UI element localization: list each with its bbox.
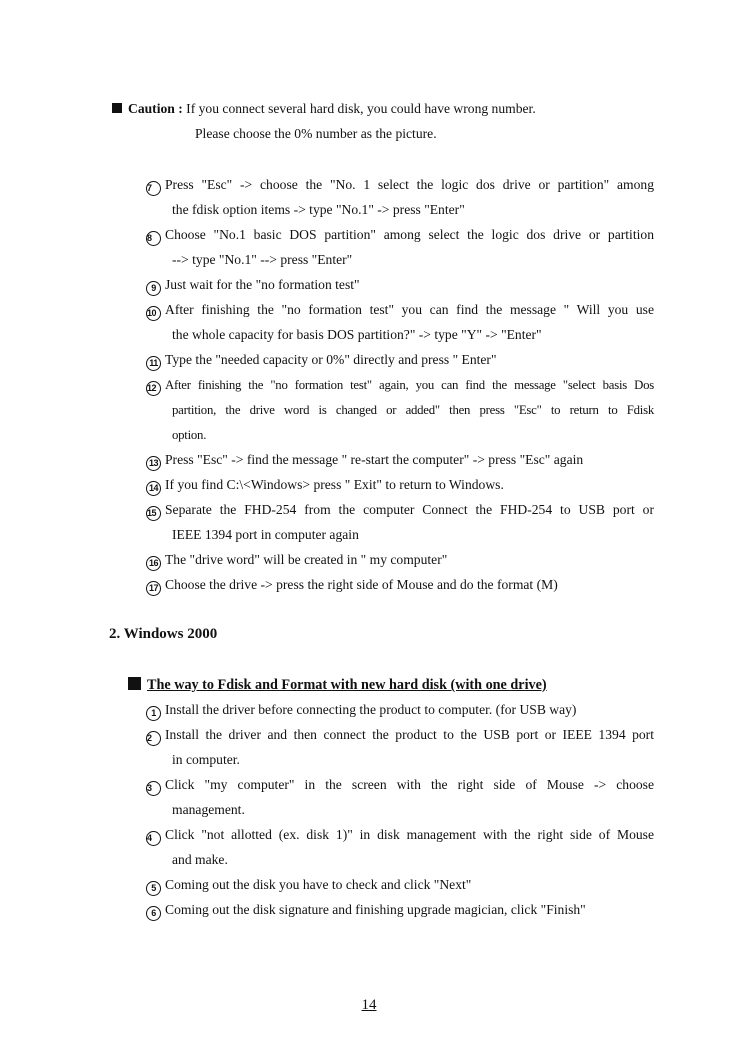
list-item: 10 After finishing the "no formation test" you can find the message " Will you use: [146, 302, 654, 321]
caution-text: If you connect several hard disk, you could have wrong number.: [186, 101, 536, 116]
list-item-cont: management.: [172, 802, 245, 817]
page-number: 14: [361, 997, 377, 1013]
list-item-cont: the fdisk option items -> type "No.1" -> press "Enter": [172, 202, 465, 217]
caution-label: Caution :: [128, 101, 183, 116]
list-item: 13 Press "Esc" -> find the message " re-start the computer" -> press "Esc" again: [146, 452, 583, 471]
list-item-cont: the whole capacity for basis DOS partition?" -> type "Y" -> "Enter": [172, 327, 542, 342]
bullet-square-icon: [112, 103, 122, 113]
list-item: 8 Choose "No.1 basic DOS partition" among select the logic dos drive or partition: [146, 227, 654, 246]
list-item: 5 Coming out the disk you have to check and click "Next": [146, 877, 471, 896]
circled-number-icon: 2: [146, 731, 161, 746]
circled-number-icon: 7: [146, 181, 161, 196]
circled-number-icon: 4: [146, 831, 161, 846]
circled-number-icon: 3: [146, 781, 161, 796]
list-item-cont: --> type "No.1" --> press "Enter": [172, 252, 353, 267]
list-item: 16 The "drive word" will be created in " my computer": [146, 552, 447, 571]
circled-number-icon: 15: [146, 506, 161, 521]
subsection-title: The way to Fdisk and Format with new hard disk (with one drive): [147, 677, 547, 693]
caution-line: [112, 101, 536, 117]
list-item: 4 Click "not allotted (ex. disk 1)" in disk management with the right side of Mouse: [146, 827, 654, 846]
list-item: 9 Just wait for the "no formation test": [146, 277, 360, 296]
circled-number-icon: 9: [146, 281, 161, 296]
circled-number-icon: 8: [146, 231, 161, 246]
list-item: 17 Choose the drive -> press the right side of Mouse and do the format (M): [146, 577, 558, 596]
subsection-title-line: [128, 677, 547, 693]
list-item: 2 Install the driver and then connect the product to the USB port or IEEE 1394 port: [146, 727, 654, 746]
list-item: 3 Click "my computer" in the screen with the right side of Mouse -> choose: [146, 777, 654, 796]
circled-number-icon: 10: [146, 306, 161, 321]
circled-number-icon: 6: [146, 906, 161, 921]
circled-number-icon: 13: [146, 456, 161, 471]
list-item: 7 Press "Esc" -> choose the "No. 1 select the logic dos drive or partition" among: [146, 177, 654, 196]
circled-number-icon: 12: [146, 381, 161, 396]
list-item-cont: option.: [172, 428, 207, 442]
list-item: 1 Install the driver before connecting the product to computer. (for USB way): [146, 702, 576, 721]
list-item: 6 Coming out the disk signature and finishing upgrade magician, click "Finish": [146, 902, 586, 921]
list-item-cont: and make.: [172, 852, 228, 867]
circled-number-icon: 1: [146, 706, 161, 721]
circled-number-icon: 17: [146, 581, 161, 596]
circled-number-icon: 14: [146, 481, 161, 496]
circled-number-icon: 11: [146, 356, 161, 371]
list-item-cont: in computer.: [172, 752, 240, 767]
section-title: 2. Windows 2000: [109, 626, 218, 642]
list-item-cont: partition, the drive word is changed or added" then press "Esc" to return to Fdisk: [172, 403, 654, 417]
bullet-square-icon: [128, 677, 141, 690]
circled-number-icon: 16: [146, 556, 161, 571]
list-item: 11 Type the "needed capacity or 0%" directly and press " Enter": [146, 352, 497, 371]
circled-number-icon: 5: [146, 881, 161, 896]
list-item: 12 After finishing the "no formation test" again, you can find the message "select basis Dos: [146, 377, 654, 396]
list-item-cont: IEEE 1394 port in computer again: [172, 527, 359, 542]
list-item: 14 If you find C:\<Windows> press " Exit" to return to Windows.: [146, 477, 504, 496]
list-item: 15 Separate the FHD-254 from the computer Connect the FHD-254 to USB port or: [146, 502, 654, 521]
caution-line-2: Please choose the 0% number as the picture.: [195, 126, 437, 141]
